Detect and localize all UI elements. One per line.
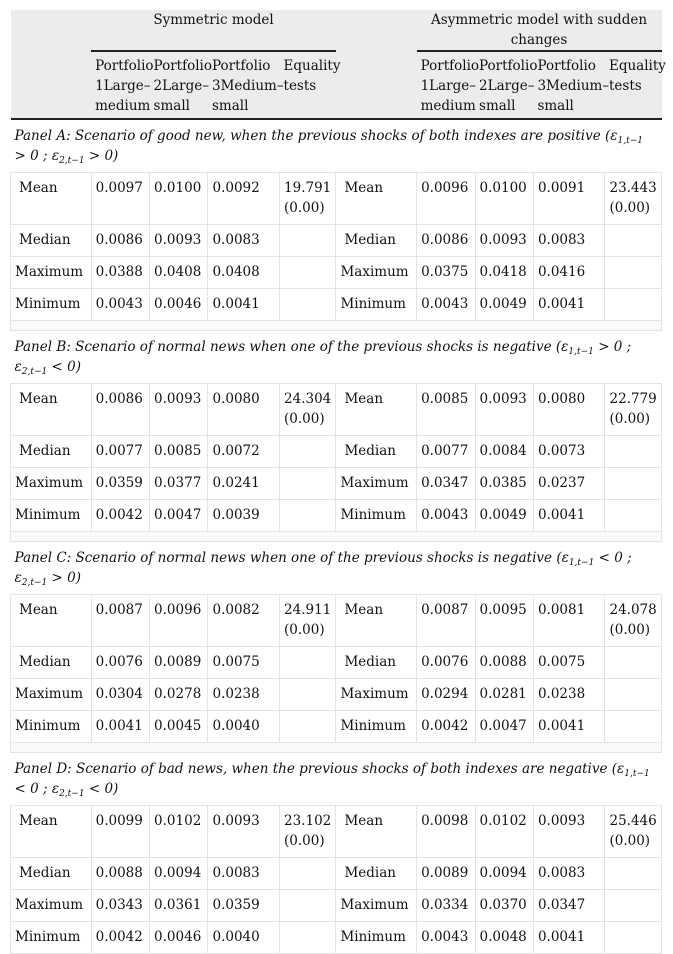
asymmetric-value: 0.0093 xyxy=(533,806,605,858)
asymmetric-value: 0.0088 xyxy=(475,647,533,679)
panel-spacer xyxy=(11,743,662,753)
col-header-portfolio-1: Portfolio 1Large–medium xyxy=(417,51,475,119)
asymmetric-value: 0.0089 xyxy=(417,858,475,890)
results-table-wrapper xyxy=(10,10,666,945)
equality-statistic: 24.078 xyxy=(609,602,657,618)
row-label: Median xyxy=(11,647,92,679)
symmetric-value: 0.0361 xyxy=(150,890,208,922)
asymmetric-equality-test xyxy=(605,384,662,436)
symmetric-value: 0.0072 xyxy=(208,436,280,468)
symmetric-value: 0.0408 xyxy=(208,257,280,289)
symmetric-value: 0.0040 xyxy=(208,711,280,743)
symmetric-equality-test xyxy=(280,890,336,922)
symmetric-value: 0.0100 xyxy=(150,173,208,225)
row-label: Median xyxy=(336,225,417,257)
symmetric-equality-test xyxy=(280,806,336,858)
panel-spacer xyxy=(11,532,662,542)
symmetric-value: 0.0039 xyxy=(208,500,280,532)
asymmetric-value: 0.0048 xyxy=(475,922,533,954)
symmetric-value: 0.0046 xyxy=(150,922,208,954)
asymmetric-value: 0.0041 xyxy=(533,289,605,321)
symmetric-value: 0.0388 xyxy=(91,257,149,289)
asymmetric-value: 0.0042 xyxy=(417,711,475,743)
equality-p-value: (0.00) xyxy=(609,833,651,849)
asymmetric-equality-test xyxy=(605,647,662,679)
row-label: Mean xyxy=(11,806,92,858)
row-label: Maximum xyxy=(11,257,92,289)
asymmetric-value: 0.0375 xyxy=(417,257,475,289)
symmetric-equality-test xyxy=(280,595,336,647)
asymmetric-equality-test xyxy=(605,468,662,500)
asymmetric-value: 0.0237 xyxy=(533,468,605,500)
panel-title-row xyxy=(11,331,662,384)
row-label: Maximum xyxy=(336,257,417,289)
panel-title-row xyxy=(11,542,662,595)
table-row xyxy=(11,806,662,858)
row-label: Minimum xyxy=(11,500,92,532)
row-label: Median xyxy=(11,225,92,257)
table-row xyxy=(11,173,662,225)
row-label: Minimum xyxy=(336,922,417,954)
col-header-equality-tests: Equality tests xyxy=(605,51,662,119)
symmetric-equality-test xyxy=(280,257,336,289)
panel-title: Panel D: Scenario of bad news, when the previous shocks of both indexes are negative ($\varepsilon_{1,t-1} < 0$ ; $\varepsilon_{2,t-1} < 0$) xyxy=(11,753,662,806)
asymmetric-value: 0.0043 xyxy=(417,289,475,321)
equality-p-value: (0.00) xyxy=(609,200,651,216)
symmetric-value: 0.0087 xyxy=(91,595,149,647)
equality-statistic: 19.791 xyxy=(284,180,332,196)
asymmetric-value: 0.0096 xyxy=(417,173,475,225)
asymmetric-value: 0.0091 xyxy=(533,173,605,225)
row-label: Minimum xyxy=(336,289,417,321)
symmetric-value: 0.0093 xyxy=(208,806,280,858)
equality-statistic: 25.446 xyxy=(609,813,657,829)
table-row xyxy=(11,858,662,890)
asymmetric-value: 0.0416 xyxy=(533,257,605,289)
row-label: Minimum xyxy=(336,500,417,532)
group-header-row xyxy=(11,10,662,51)
asymmetric-value: 0.0334 xyxy=(417,890,475,922)
equality-statistic: 23.102 xyxy=(284,813,332,829)
symmetric-equality-test xyxy=(280,858,336,890)
row-label: Mean xyxy=(11,595,92,647)
panel-title: Panel C: Scenario of normal news when one of the previous shocks is negative ($\varepsilon_{1,t-1} < 0$ ; $\varepsilon_{2,t-1} > 0$) xyxy=(11,542,662,595)
equality-p-value: (0.00) xyxy=(284,622,325,638)
column-header-row xyxy=(11,51,662,119)
symmetric-value: 0.0043 xyxy=(91,289,149,321)
equality-statistic: 24.911 xyxy=(284,602,332,618)
table-row xyxy=(11,679,662,711)
asymmetric-value: 0.0076 xyxy=(417,647,475,679)
asymmetric-equality-test xyxy=(605,436,662,468)
equality-p-value: (0.00) xyxy=(609,411,651,427)
symmetric-value: 0.0080 xyxy=(208,384,280,436)
asymmetric-value: 0.0049 xyxy=(475,500,533,532)
asymmetric-value: 0.0083 xyxy=(533,858,605,890)
table-row xyxy=(11,647,662,679)
asymmetric-value: 0.0087 xyxy=(417,595,475,647)
row-label: Maximum xyxy=(336,890,417,922)
symmetric-equality-test xyxy=(280,225,336,257)
asymmetric-value: 0.0370 xyxy=(475,890,533,922)
symmetric-equality-test xyxy=(280,500,336,532)
asymmetric-value: 0.0385 xyxy=(475,468,533,500)
asymmetric-value: 0.0085 xyxy=(417,384,475,436)
asymmetric-value: 0.0049 xyxy=(475,289,533,321)
symmetric-value: 0.0092 xyxy=(208,173,280,225)
symmetric-value: 0.0041 xyxy=(208,289,280,321)
asymmetric-value: 0.0041 xyxy=(533,922,605,954)
row-label: Mean xyxy=(336,384,417,436)
symmetric-value: 0.0076 xyxy=(91,647,149,679)
symmetric-value: 0.0077 xyxy=(91,436,149,468)
asymmetric-value: 0.0086 xyxy=(417,225,475,257)
row-label: Minimum xyxy=(11,922,92,954)
results-table xyxy=(10,10,666,954)
symmetric-value: 0.0377 xyxy=(150,468,208,500)
table-row xyxy=(11,468,662,500)
symmetric-equality-test xyxy=(280,384,336,436)
row-label: Mean xyxy=(336,806,417,858)
asymmetric-value: 0.0041 xyxy=(533,711,605,743)
equality-p-value: (0.00) xyxy=(284,833,325,849)
asymmetric-value: 0.0418 xyxy=(475,257,533,289)
asymmetric-equality-test xyxy=(605,500,662,532)
asymmetric-equality-test xyxy=(605,173,662,225)
symmetric-value: 0.0085 xyxy=(150,436,208,468)
symmetric-value: 0.0343 xyxy=(91,890,149,922)
asymmetric-value: 0.0281 xyxy=(475,679,533,711)
table-row xyxy=(11,711,662,743)
symmetric-value: 0.0082 xyxy=(208,595,280,647)
equality-statistic: 23.443 xyxy=(609,180,657,196)
row-label: Mean xyxy=(11,384,92,436)
row-label: Median xyxy=(336,436,417,468)
row-label: Maximum xyxy=(11,890,92,922)
panel-title-row xyxy=(11,753,662,806)
asymmetric-value: 0.0081 xyxy=(533,595,605,647)
asymmetric-value: 0.0043 xyxy=(417,922,475,954)
asymmetric-value: 0.0093 xyxy=(475,225,533,257)
symmetric-equality-test xyxy=(280,289,336,321)
row-label: Median xyxy=(11,436,92,468)
row-label: Mean xyxy=(336,173,417,225)
symmetric-equality-test xyxy=(280,468,336,500)
asymmetric-value: 0.0083 xyxy=(533,225,605,257)
symmetric-value: 0.0102 xyxy=(150,806,208,858)
row-label: Maximum xyxy=(336,679,417,711)
panel-title: Panel A: Scenario of good new, when the previous shocks of both indexes are positive ($\varepsilon_{1,t-1} > 0$ ; $\varepsilon_{2,t-1} > 0$) xyxy=(11,119,662,173)
symmetric-value: 0.0304 xyxy=(91,679,149,711)
table-row xyxy=(11,890,662,922)
table-row xyxy=(11,595,662,647)
asymmetric-value: 0.0073 xyxy=(533,436,605,468)
row-label: Minimum xyxy=(11,711,92,743)
asymmetric-value: 0.0095 xyxy=(475,595,533,647)
table-body xyxy=(11,119,662,954)
asymmetric-value: 0.0077 xyxy=(417,436,475,468)
symmetric-equality-test xyxy=(280,647,336,679)
row-label: Minimum xyxy=(336,711,417,743)
asymmetric-value: 0.0084 xyxy=(475,436,533,468)
symmetric-value: 0.0099 xyxy=(91,806,149,858)
asymmetric-value: 0.0047 xyxy=(475,711,533,743)
asymmetric-value: 0.0347 xyxy=(533,890,605,922)
symmetric-value: 0.0238 xyxy=(208,679,280,711)
asymmetric-value: 0.0043 xyxy=(417,500,475,532)
symmetric-equality-test xyxy=(280,173,336,225)
symmetric-equality-test xyxy=(280,436,336,468)
symmetric-model-header: Symmetric model xyxy=(91,10,336,51)
symmetric-value: 0.0096 xyxy=(150,595,208,647)
asymmetric-equality-test xyxy=(605,257,662,289)
asymmetric-equality-test xyxy=(605,289,662,321)
table-row xyxy=(11,436,662,468)
symmetric-value: 0.0097 xyxy=(91,173,149,225)
panel-spacer xyxy=(11,321,662,331)
asymmetric-value: 0.0347 xyxy=(417,468,475,500)
row-label: Maximum xyxy=(336,468,417,500)
col-header-portfolio-2: Portfolio 2Large–small xyxy=(475,51,533,119)
row-label: Maximum xyxy=(11,679,92,711)
equality-p-value: (0.00) xyxy=(284,200,325,216)
asymmetric-equality-test xyxy=(605,922,662,954)
symmetric-value: 0.0083 xyxy=(208,225,280,257)
symmetric-value: 0.0089 xyxy=(150,647,208,679)
symmetric-equality-test xyxy=(280,711,336,743)
symmetric-equality-test xyxy=(280,922,336,954)
asymmetric-value: 0.0093 xyxy=(475,384,533,436)
symmetric-value: 0.0408 xyxy=(150,257,208,289)
symmetric-value: 0.0093 xyxy=(150,384,208,436)
table-row xyxy=(11,289,662,321)
table-row xyxy=(11,257,662,289)
asymmetric-equality-test xyxy=(605,858,662,890)
row-label: Median xyxy=(336,858,417,890)
asymmetric-value: 0.0075 xyxy=(533,647,605,679)
panel-title-row xyxy=(11,119,662,173)
asymmetric-value: 0.0102 xyxy=(475,806,533,858)
asymmetric-equality-test xyxy=(605,595,662,647)
row-label: Median xyxy=(336,647,417,679)
symmetric-value: 0.0041 xyxy=(91,711,149,743)
symmetric-value: 0.0359 xyxy=(208,890,280,922)
symmetric-value: 0.0086 xyxy=(91,225,149,257)
symmetric-value: 0.0045 xyxy=(150,711,208,743)
asymmetric-equality-test xyxy=(605,711,662,743)
symmetric-value: 0.0083 xyxy=(208,858,280,890)
row-label: Maximum xyxy=(11,468,92,500)
asymmetric-value: 0.0094 xyxy=(475,858,533,890)
col-header-portfolio-3: Portfolio 3Medium–small xyxy=(533,51,605,119)
symmetric-value: 0.0047 xyxy=(150,500,208,532)
symmetric-value: 0.0086 xyxy=(91,384,149,436)
asymmetric-equality-test xyxy=(605,225,662,257)
symmetric-value: 0.0278 xyxy=(150,679,208,711)
asymmetric-model-header: Asymmetric model with sudden changes xyxy=(417,10,662,51)
panel-title: Panel B: Scenario of normal news when one of the previous shocks is negative ($\varepsilon_{1,t-1} > 0$ ; $\varepsilon_{2,t-1} < 0$) xyxy=(11,331,662,384)
col-header-portfolio-2: Portfolio 2Large–small xyxy=(150,51,208,119)
col-header-portfolio-3: Portfolio 3Medium–small xyxy=(208,51,280,119)
row-label: Minimum xyxy=(11,289,92,321)
symmetric-value: 0.0241 xyxy=(208,468,280,500)
asymmetric-value: 0.0041 xyxy=(533,500,605,532)
asymmetric-equality-test xyxy=(605,679,662,711)
equality-p-value: (0.00) xyxy=(609,622,651,638)
asymmetric-value: 0.0294 xyxy=(417,679,475,711)
asymmetric-value: 0.0098 xyxy=(417,806,475,858)
table-row xyxy=(11,500,662,532)
asymmetric-value: 0.0080 xyxy=(533,384,605,436)
asymmetric-value: 0.0100 xyxy=(475,173,533,225)
col-header-portfolio-1: Portfolio 1Large–medium xyxy=(91,51,149,119)
table-row xyxy=(11,225,662,257)
asymmetric-equality-test xyxy=(605,890,662,922)
table-row xyxy=(11,922,662,954)
symmetric-value: 0.0359 xyxy=(91,468,149,500)
symmetric-value: 0.0088 xyxy=(91,858,149,890)
asymmetric-equality-test xyxy=(605,806,662,858)
symmetric-value: 0.0046 xyxy=(150,289,208,321)
symmetric-equality-test xyxy=(280,679,336,711)
row-label: Median xyxy=(11,858,92,890)
row-label: Mean xyxy=(336,595,417,647)
symmetric-value: 0.0094 xyxy=(150,858,208,890)
asymmetric-value: 0.0238 xyxy=(533,679,605,711)
col-header-equality-tests: Equality tests xyxy=(280,51,336,119)
equality-statistic: 24.304 xyxy=(284,391,332,407)
symmetric-value: 0.0042 xyxy=(91,922,149,954)
equality-p-value: (0.00) xyxy=(284,411,325,427)
symmetric-value: 0.0040 xyxy=(208,922,280,954)
row-label: Mean xyxy=(11,173,92,225)
symmetric-value: 0.0093 xyxy=(150,225,208,257)
symmetric-value: 0.0042 xyxy=(91,500,149,532)
table-row xyxy=(11,384,662,436)
symmetric-value: 0.0075 xyxy=(208,647,280,679)
equality-statistic: 22.779 xyxy=(609,391,657,407)
